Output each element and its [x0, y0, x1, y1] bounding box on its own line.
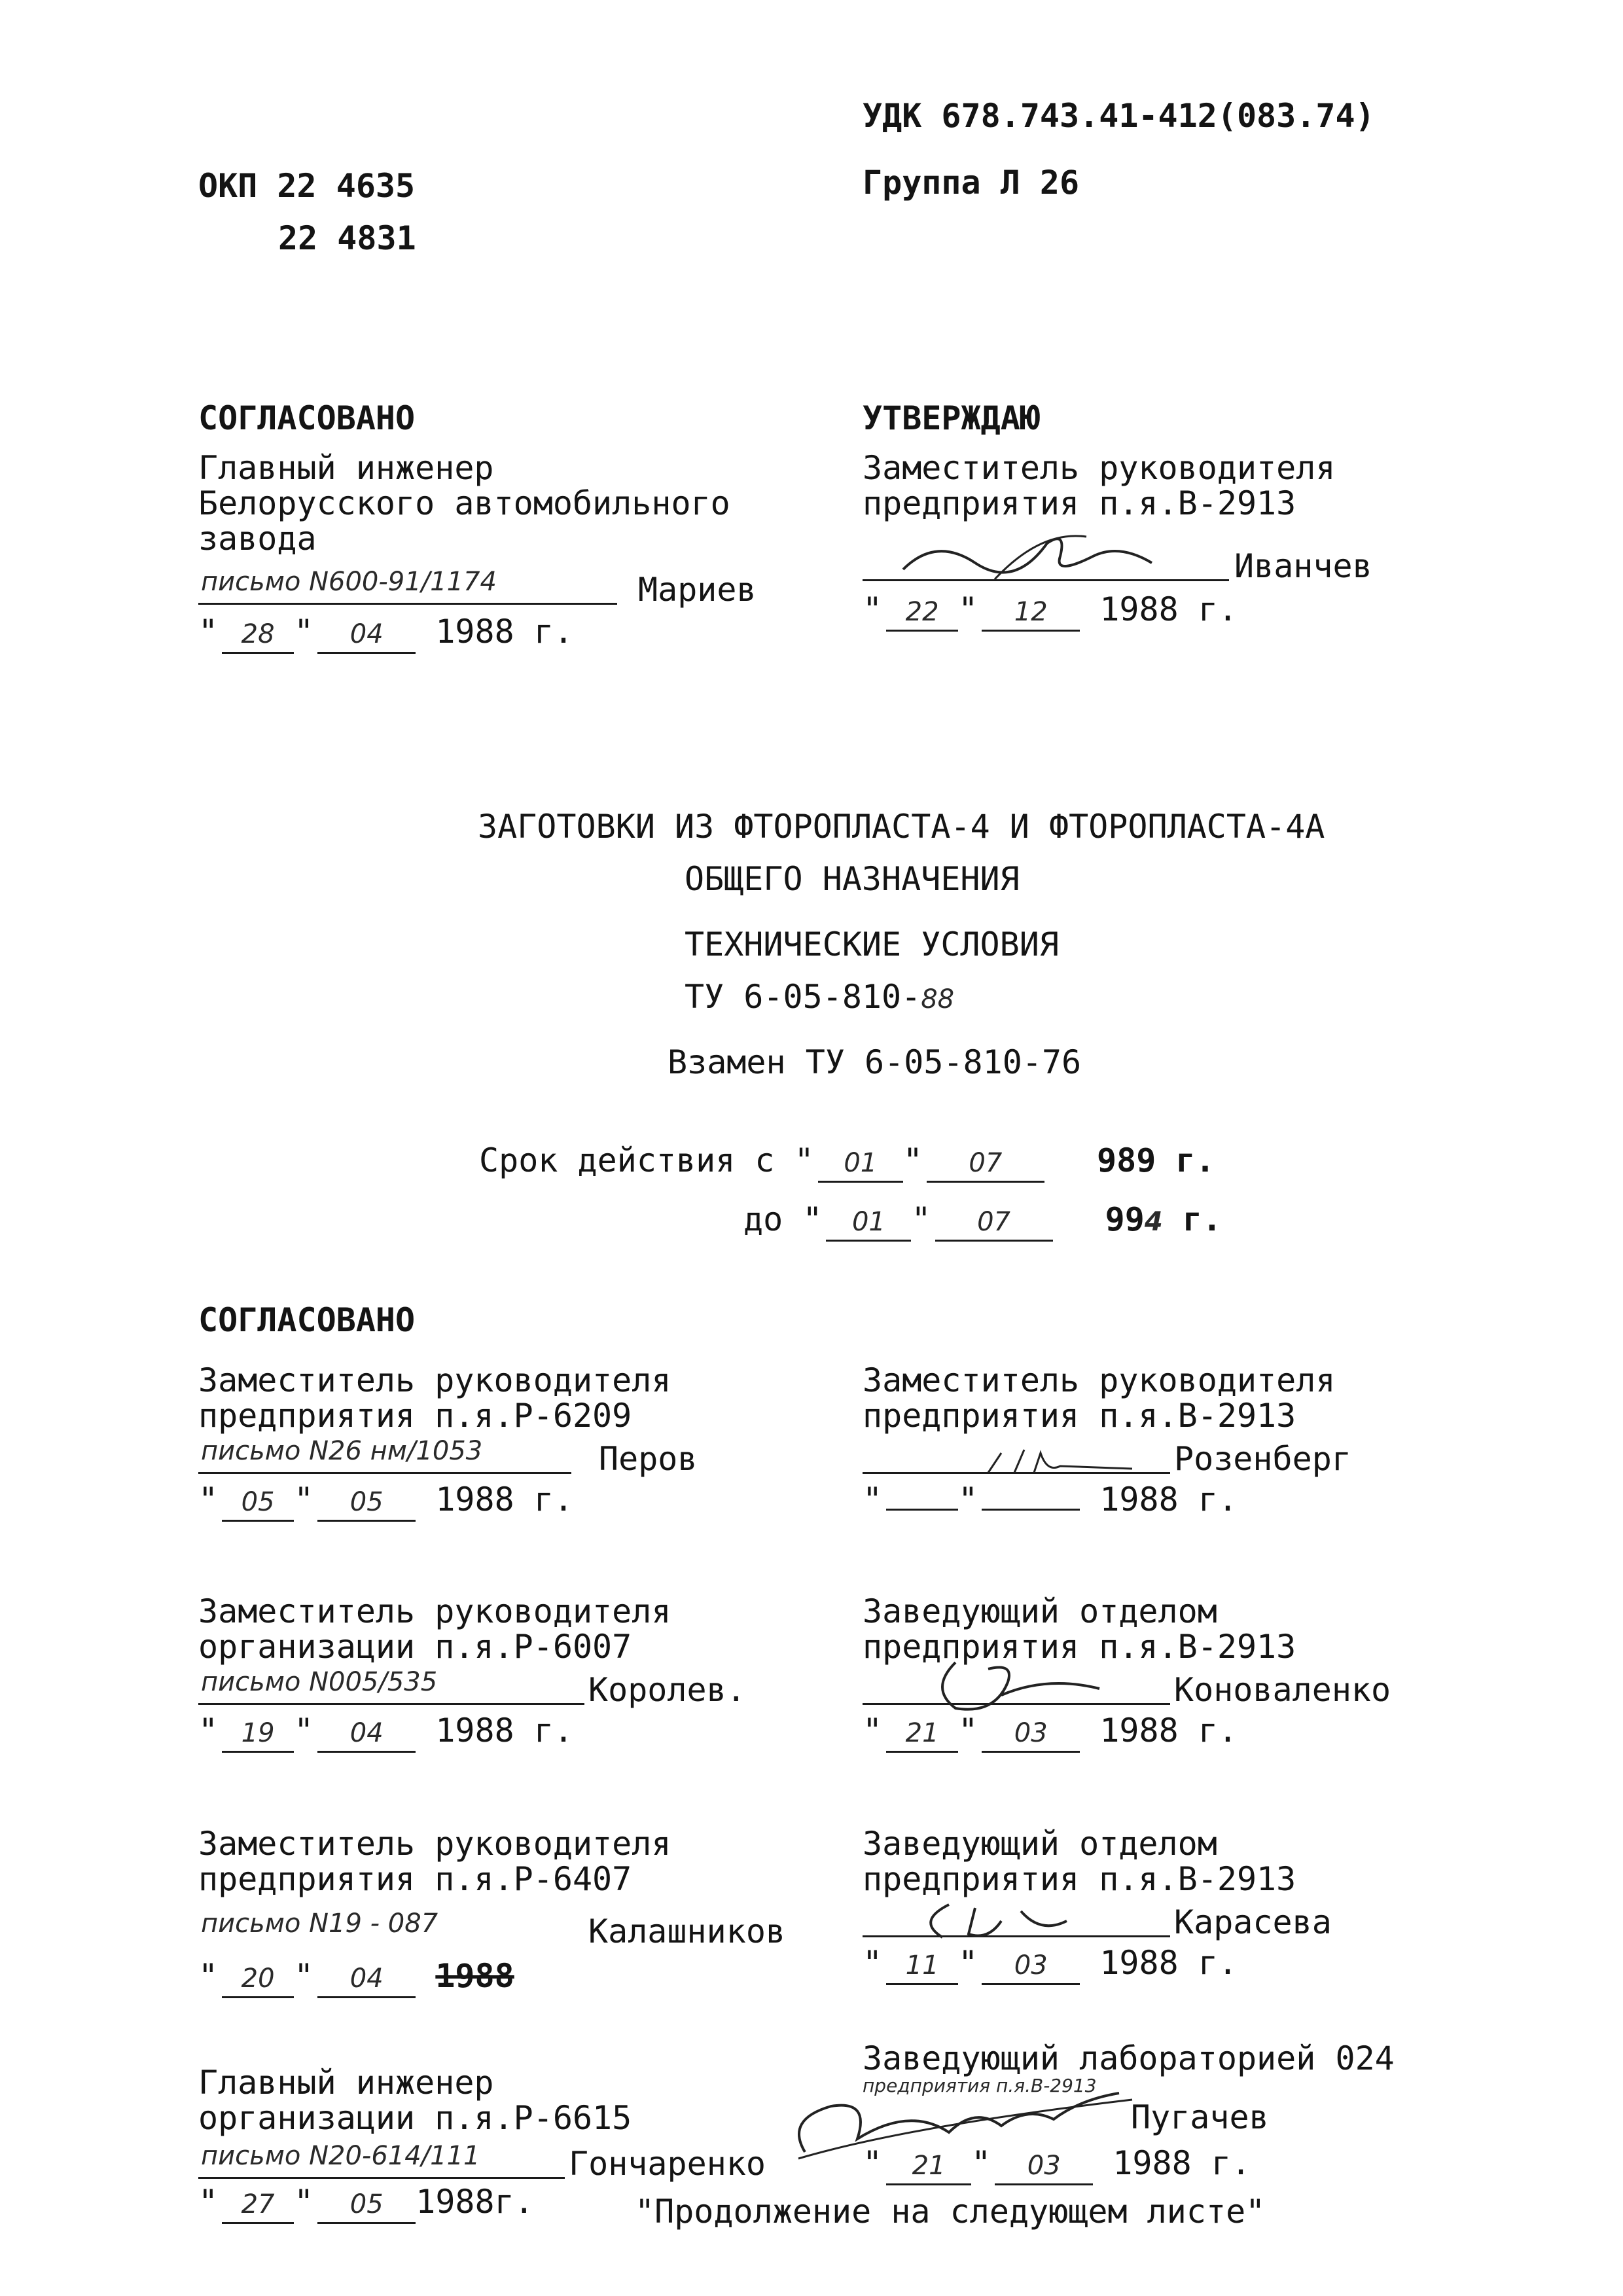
agreed-block-6-org: предприятия п.я.В-2913 — [863, 1860, 1296, 1898]
signature-pugachev-icon — [779, 2080, 1145, 2165]
agreed-block-7-signature — [198, 2141, 787, 2183]
validity-to-day: 01 — [826, 1204, 911, 1242]
agreed-heading: СОГЛАСОВАНО — [198, 1301, 416, 1339]
agreed-block-2-title: Заместитель руководителя — [863, 1361, 1336, 1399]
agreed-block-8-year: 1988 г. — [1113, 2144, 1251, 2182]
agreed-block-5-signer: Калашников — [588, 1912, 786, 1950]
approval-left-signer: Мариев — [638, 571, 757, 609]
agreed-block-1-year: 1988 г. — [435, 1480, 574, 1518]
agreed-block-3-day: 19 — [222, 1715, 294, 1753]
approval-right-line-1: Заместитель руководителя — [863, 449, 1336, 487]
agreed-block-5-org: предприятия п.я.Р-6407 — [198, 1860, 632, 1898]
okp-code-1: ОКП 22 4635 — [198, 167, 416, 205]
validity-from-day: 01 — [818, 1145, 903, 1183]
approval-left-day: 28 — [222, 617, 294, 654]
agreed-block-1-signature — [198, 1436, 787, 1478]
agreed-block-5-day: 20 — [222, 1961, 294, 1998]
document-title-line-2: ОБЩЕГО НАЗНАЧЕНИЯ — [685, 860, 1020, 898]
agreed-block-4-org: предприятия п.я.В-2913 — [863, 1628, 1296, 1666]
agreed-block-6-signer: Карасева — [1174, 1903, 1332, 1941]
agreed-block-3 — [198, 1594, 787, 1753]
agreed-block-5-title: Заместитель руководителя — [198, 1825, 671, 1863]
replaces-tu: Взамен ТУ 6-05-810-76 — [668, 1043, 1082, 1081]
approval-right — [863, 401, 1452, 632]
approval-right-date: " 22 " 12 1988 г. — [863, 592, 1452, 632]
agreed-block-5-month: 04 — [317, 1961, 416, 1998]
agreed-block-5-signature — [198, 1909, 800, 1950]
agreed-block-2-signature — [863, 1440, 1452, 1477]
agreed-block-2-date: " " 1988 г. — [863, 1480, 1238, 1518]
agreed-block-3-title: Заместитель руководителя — [198, 1592, 671, 1630]
approval-left-letter: письмо N600-91/1174 — [201, 567, 497, 597]
agreed-block-7-year: 1988г. — [416, 2183, 534, 2221]
approval-right-heading: УТВЕРЖДАЮ — [863, 399, 1040, 437]
approval-left-date: " 28 " 04 1988 г. — [198, 614, 787, 655]
document-title-line-3: ТЕХНИЧЕСКИЕ УСЛОВИЯ — [685, 925, 1059, 963]
agreed-block-2 — [863, 1363, 1452, 1522]
agreed-block-1-day: 05 — [222, 1484, 294, 1522]
validity-from: Срок действия с " 01 " 07 989 г. — [479, 1143, 1215, 1183]
agreed-block-4-year: 1988 г. — [1099, 1712, 1238, 1749]
agreed-block-4-month: 03 — [982, 1715, 1080, 1753]
agreed-block-5-date: " 20 " 04 1988 — [198, 1958, 800, 1999]
agreed-block-5 — [198, 1826, 800, 1999]
approval-left-signature-line — [198, 567, 787, 609]
group-code: Группа Л 26 — [863, 164, 1080, 202]
validity-from-month: 07 — [927, 1145, 1044, 1183]
agreed-block-6-month: 03 — [982, 1948, 1080, 1985]
agreed-block-8-signer: Пугачев — [1131, 2098, 1269, 2136]
tu-number-year: 88 — [921, 984, 955, 1014]
agreed-block-3-org: организации п.я.Р-6007 — [198, 1628, 632, 1666]
agreed-block-3-signer: Королев. — [588, 1671, 746, 1709]
agreed-block-8-month: 03 — [995, 2148, 1093, 2185]
agreed-block-6-year: 1988 г. — [1099, 1944, 1238, 1982]
agreed-block-1-signer: Перов — [599, 1440, 698, 1478]
approval-left-heading: СОГЛАСОВАНО — [198, 399, 416, 437]
approval-right-day: 22 — [886, 594, 958, 632]
validity-to-label: до — [743, 1200, 783, 1238]
agreed-block-8-date: " 21 " 03 1988 г. — [863, 2145, 1452, 2186]
approval-right-signer: Иванчев — [1234, 547, 1372, 585]
signature-karaseva-icon — [903, 1895, 1099, 1947]
agreed-block-2-signer: Розенберг — [1174, 1440, 1351, 1478]
agreed-block-6-day: 11 — [886, 1948, 958, 1985]
signature-konovalenko-icon — [916, 1649, 1126, 1721]
agreed-block-8-title: Заведующий лабораторией 024 — [863, 2039, 1395, 2077]
signature-rozenberg-icon — [975, 1440, 1145, 1479]
agreed-block-3-letter: письмо N005/535 — [201, 1667, 438, 1697]
approval-left-month: 04 — [317, 617, 416, 654]
validity-to: до " 01 " 07 994 г. — [743, 1202, 1222, 1242]
agreed-block-5-year: 1988 — [435, 1957, 514, 1995]
agreed-block-7-date: " 27 " 05 1988г. — [198, 2184, 787, 2225]
agreed-block-4-date: " 21 " 03 1988 г. — [863, 1713, 1452, 1753]
validity-from-label: Срок действия с — [479, 1141, 775, 1179]
okp-code-2: 22 4831 — [278, 219, 416, 257]
agreed-block-2-year: 1988 г. — [1099, 1480, 1238, 1518]
approval-left-line-3: завода — [198, 520, 317, 558]
agreed-block-8-org: предприятия п.я.В-2913 — [863, 2075, 1097, 2096]
agreed-block-7-org: организации п.я.Р-6615 — [198, 2099, 632, 2137]
approval-left-year: 1988 г. — [435, 613, 574, 651]
continued-note: "Продолжение на следующем листе" — [635, 2193, 1266, 2231]
agreed-block-3-year: 1988 г. — [435, 1712, 574, 1749]
agreed-block-1-month: 05 — [317, 1484, 416, 1522]
agreed-block-7-letter: письмо N20-614/111 — [201, 2141, 480, 2171]
signature-ivanchev-icon — [897, 517, 1171, 589]
agreed-block-4-signer: Коноваленко — [1174, 1671, 1391, 1709]
agreed-block-6-title: Заведующий отделом — [863, 1825, 1217, 1863]
validity-to-month: 07 — [935, 1204, 1053, 1242]
document-title-line-1: ЗАГОТОВКИ ИЗ ФТОРОПЛАСТА-4 И ФТОРОПЛАСТА-4А — [478, 808, 1325, 846]
approval-right-year: 1988 г. — [1099, 590, 1238, 628]
tu-number — [685, 979, 954, 1017]
approval-right-line-2: предприятия п.я.В-2913 — [863, 484, 1296, 522]
agreed-block-7-month: 05 — [317, 2187, 416, 2224]
udk-code: УДК 678.743.41-412(083.74) — [863, 97, 1375, 135]
agreed-block-1-letter: письмо N26 нм/1053 — [201, 1436, 483, 1466]
validity-from-year: 989 г. — [1096, 1141, 1215, 1179]
approval-left-line-1: Главный инженер — [198, 449, 494, 487]
agreed-block-7-title: Главный инженер — [198, 2064, 494, 2102]
approval-right-month: 12 — [982, 594, 1080, 632]
approval-left-line-2: Белорусского автомобильного — [198, 484, 730, 522]
agreed-block-4-day: 21 — [886, 1715, 958, 1753]
agreed-block-2-month — [982, 1509, 1080, 1511]
agreed-block-3-date: " 19 " 04 1988 г. — [198, 1713, 787, 1753]
agreed-block-4-title: Заведующий отделом — [863, 1592, 1217, 1630]
agreed-block-2-day — [886, 1509, 958, 1511]
agreed-block-1-org: предприятия п.я.Р-6209 — [198, 1397, 632, 1435]
agreed-block-3-signature — [198, 1667, 787, 1709]
agreed-block-8-day: 21 — [886, 2148, 971, 2185]
agreed-block-3-month: 04 — [317, 1715, 416, 1753]
tu-number-prefix: ТУ 6-05-810- — [685, 978, 921, 1016]
validity-to-year: 994 г. — [1105, 1200, 1222, 1238]
agreed-block-5-letter: письмо N19 - 087 — [201, 1909, 438, 1939]
agreed-block-1-date: " 05 " 05 1988 г. — [198, 1482, 787, 1522]
agreed-block-2-org: предприятия п.я.В-2913 — [863, 1397, 1296, 1435]
agreed-block-6-date: " 11 " 03 1988 г. — [863, 1945, 1452, 1986]
agreed-block-7-signer: Гончаренко — [569, 2145, 766, 2183]
agreed-block-1-title: Заместитель руководителя — [198, 1361, 671, 1399]
agreed-block-7-day: 27 — [222, 2187, 294, 2224]
approval-left — [198, 401, 787, 655]
agreed-block-1 — [198, 1363, 787, 1522]
